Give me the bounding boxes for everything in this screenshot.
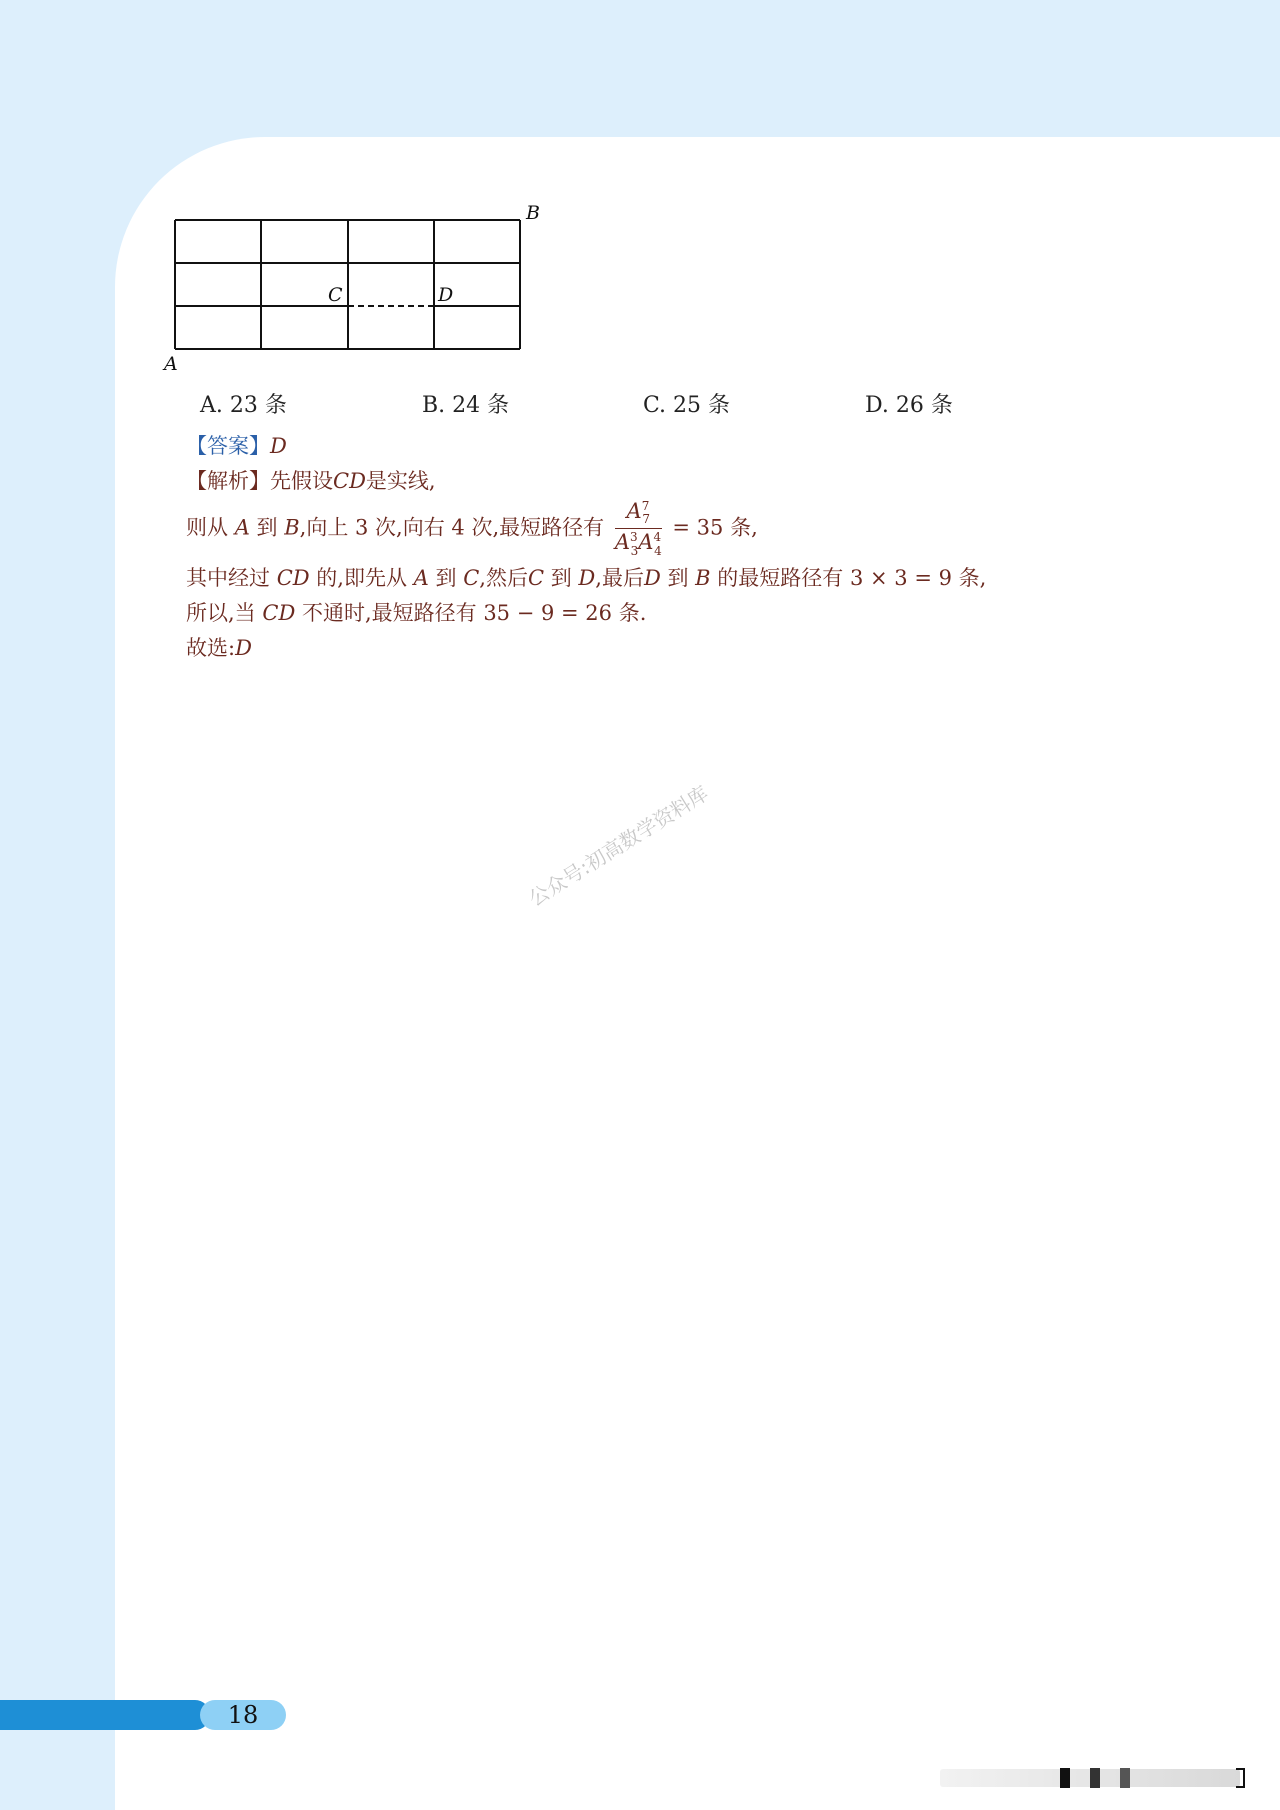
math-d: D [578, 566, 596, 590]
text-segment: 其中经过 [186, 566, 270, 590]
point-label-c: C [328, 284, 343, 306]
text-segment: 则从 [186, 515, 228, 540]
analysis-tag: 【解析】 [186, 469, 270, 493]
text-segment: ,然后 [479, 566, 528, 590]
text-segment: = 35 条, [672, 515, 758, 540]
frac-den-sub1: 3 [630, 543, 639, 558]
answer-value: D [270, 434, 287, 458]
frac-den-sub2: 4 [654, 543, 662, 558]
math-b: B [284, 515, 300, 540]
grid-figure [160, 205, 560, 375]
math-c: C [527, 566, 545, 590]
analysis-line-1 [186, 465, 436, 495]
option-d: D. 26 条 [865, 393, 953, 418]
text-segment: 的最短路径有 3 × 3 = 9 条, [717, 566, 987, 590]
point-label-b: B [526, 205, 540, 224]
math-d: D [643, 566, 661, 590]
frac-den-a2: A [638, 530, 654, 555]
frac-num-sup: 7 [641, 499, 650, 513]
frac-den-sup2: 4 [653, 530, 662, 545]
option-b: B. 24 条 [422, 393, 510, 418]
text-segment: 到 [550, 566, 572, 590]
math-c: C [463, 566, 480, 590]
analysis-line-5 [186, 632, 252, 662]
answer-tag: 【答案】 [186, 434, 270, 458]
analysis-line-4 [186, 597, 646, 627]
frac-num-sub: 7 [642, 512, 650, 527]
text-segment: 先假设 [270, 469, 333, 493]
page-band [0, 1700, 210, 1730]
strip-mark-3 [1120, 1768, 1130, 1788]
text-segment: 所以,当 [186, 601, 256, 625]
page-number: 18 [200, 1700, 286, 1730]
text-segment: ,最后 [595, 566, 644, 590]
math-a: A [413, 566, 429, 590]
text-segment: 是实线, [365, 469, 436, 493]
scanner-toolbar-strip [940, 1765, 1250, 1791]
point-label-d: D [438, 284, 454, 306]
point-label-a: A [164, 353, 178, 375]
text-segment: 故选: [186, 636, 236, 660]
math-a: A [234, 515, 250, 540]
math-d: D [235, 636, 252, 660]
math-cd: CD [333, 469, 366, 493]
analysis-line-3 [186, 562, 986, 592]
fraction-denominator [615, 529, 662, 557]
math-cd: CD [262, 601, 296, 625]
fraction [615, 500, 662, 558]
option-a: A. 23 条 [200, 393, 287, 418]
option-c: C. 25 条 [643, 393, 731, 418]
frac-den-sup1: 3 [629, 530, 638, 545]
watermark: 公众号:初高数学资料库 [524, 781, 713, 911]
text-segment: 到 [256, 515, 278, 540]
fraction-numerator [615, 500, 662, 529]
text-segment: 到 [667, 566, 689, 590]
text-segment: 到 [435, 566, 457, 590]
analysis-line-2 [186, 500, 758, 558]
strip-mark-2 [1090, 1768, 1100, 1788]
options-row [200, 388, 1000, 420]
math-cd: CD [276, 566, 310, 590]
text-segment: 不通时,最短路径有 35 − 9 = 26 条. [301, 601, 647, 625]
text-segment: 的,即先从 [316, 566, 407, 590]
frac-num-a: A [626, 499, 642, 523]
math-b: B [695, 566, 711, 590]
answer-line [186, 430, 287, 460]
text-segment: ,向上 3 次,向右 4 次,最短路径有 [299, 515, 605, 540]
strip-mark-1 [1060, 1768, 1070, 1788]
frac-den-a1: A [614, 530, 630, 555]
